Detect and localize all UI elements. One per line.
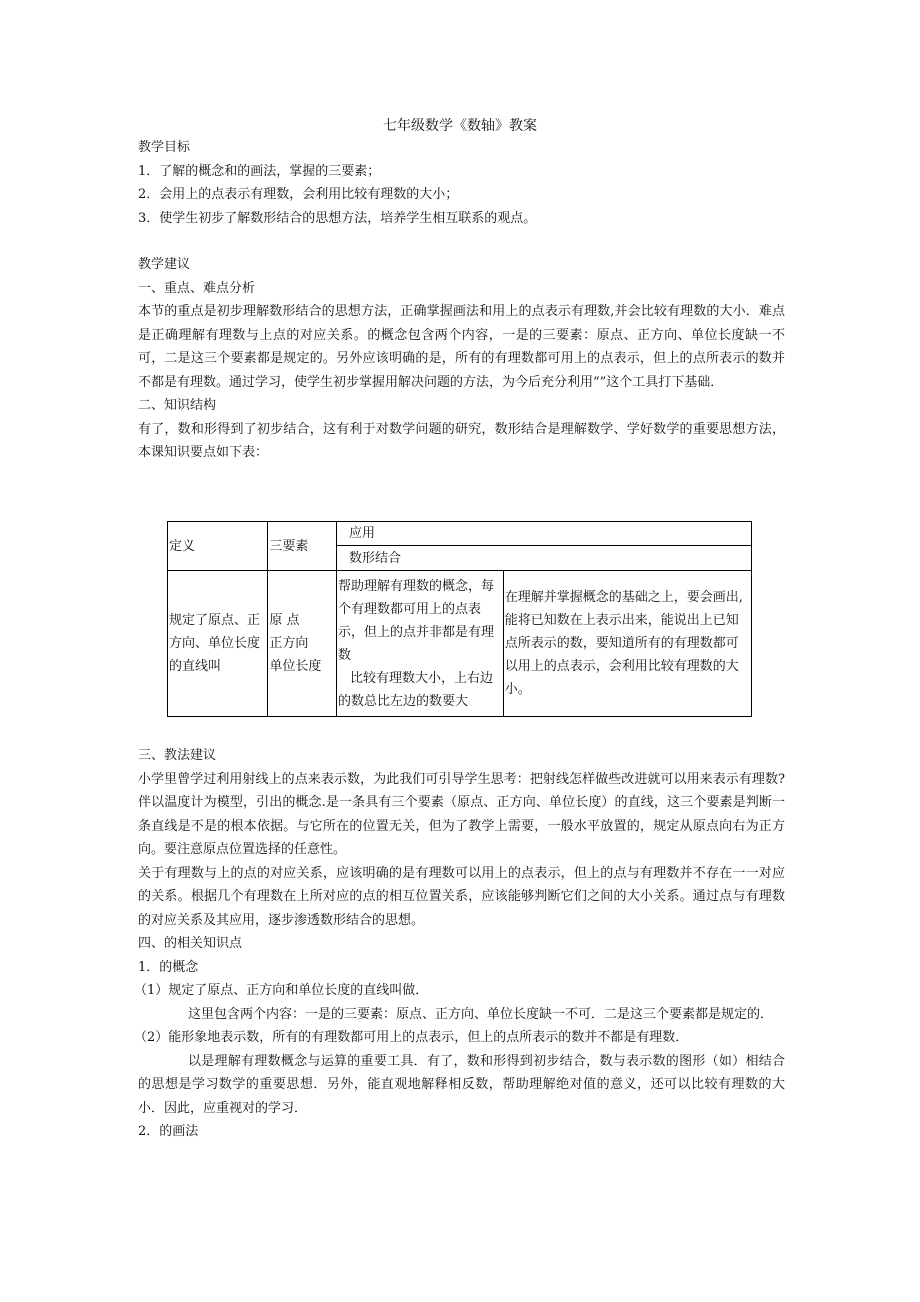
table-header-number-shape: 数形结合 — [336, 546, 751, 571]
paragraph: 有了，数和形得到了初步结合，这有利于对数学问题的研究，数形结合是理解数学、学好数学的重要思想方法，本课知识要点如下表： — [138, 421, 785, 460]
list-item: （2）能形象地表示数，所有的有理数都可用上的点表示，但上的点所表示的数并不都是有理数． — [134, 1030, 689, 1045]
section-heading: 教学目标 — [138, 140, 191, 155]
table-cell-application — [336, 571, 503, 717]
paragraph: 这里包含两个内容：一是的三要素：原点、正方向、单位长度缺一不可．二是这三个要素都是规定的． — [188, 1006, 774, 1022]
section-heading: 教学建议 — [138, 257, 191, 272]
element-unit-length: 单位长度 — [269, 659, 322, 674]
document-body-top — [138, 136, 785, 465]
subsection-heading: 四、的相关知识点 — [138, 936, 243, 951]
document-title: 七年级数学《数轴》教案 — [383, 118, 537, 134]
table-cell-definition: 规定了原点、正方向、单位长度的直线叫 — [168, 571, 268, 717]
application-text-1: 帮助理解有理数的概念，每个有理数都可用上的点表示，但上的点并非都是有理数 — [337, 578, 494, 663]
element-direction: 正方向 — [269, 636, 309, 651]
topic-heading: 1．的概念 — [138, 959, 199, 975]
list-item: （1）规定了原点、正方向和单位长度的直线叫做． — [134, 983, 429, 998]
document-body-bottom — [134, 744, 785, 1144]
paragraph: 小学里曾学过利用射线上的点来表示数，为此我们可引导学生思考：把射线怎样做些改进就可以用来表示有理数?伴以温度计为模型，引出的概念.是一条具有三个要素（原点、正方向、单位长度）的直线，这三个要素是判断一条直线是不是的根本依据。与它所在的位置无关，但为了教学上需要，一般水平放置的，规定从原点向右为正方向。要注意原点位置选择的任意性。 — [138, 771, 785, 857]
table-cell-number-shape: 在理解并掌握概念的基础之上，要会画出,能将已知数在上表示出来，能说出上已知点所表示的数，要知道所有的有理数都可以用上的点表示，会利用比较有理数的大小。 — [503, 571, 751, 717]
objective-item: 3．使学生初步了解数形结合的思想方法，培养学生相互联系的观点。 — [138, 210, 537, 226]
subsection-heading: 三、教法建议 — [138, 748, 217, 763]
objective-item: 2．会用上的点表示有理数，会利用比较有理数的大小； — [138, 187, 459, 202]
element-origin: 原 点 — [269, 613, 300, 628]
table-header-definition: 定义 — [168, 522, 268, 571]
blank-line — [138, 230, 785, 253]
table-header-application: 应用 — [336, 522, 751, 546]
subsection-heading: 一、重点、难点分析 — [138, 280, 256, 296]
application-text-2: 比较有理数大小，上右边的数总比左边的数要大 — [337, 670, 493, 709]
paragraph: 关于有理数与上的点的对应关系，应该明确的是有理数可以用上的点表示，但上的点与有理数并不存在一一对应的关系。根据几个有理数在上所对应的点的相互位置关系，应该能够判断它们之间的大小关系。通过点与有理数的对应关系及其应用，逐步渗透数形结合的思想。 — [138, 865, 785, 928]
paragraph: 以是理解有理数概念与运算的重要工具．有了，数和形得到初步结合，数与表示数的图形（如）相结合的思想是学习数学的重要思想．另外，能直观地解释相反数，帮助理解绝对值的意义，还可以比较有理数的大小．因此，应重视对的学习． — [138, 1053, 785, 1116]
knowledge-table — [167, 521, 752, 717]
subsection-heading: 二、知识结构 — [138, 398, 217, 413]
paragraph: 本节的重点是初步理解数形结合的思想方法，正确掌握画法和用上的点表示有理数,并会比较有理数的大小．难点是正确理解有理数与上点的对应关系。的概念包含两个内容，一是的三要素：原点、正方向、单位长度缺一不可，二是这三个要素都是规定的。另外应该明确的是，所有的有理数都可用上的点表示，但上的点所表示的数并不都是有理数。通过学习，使学生初步掌握用解决问题的方法，为今后充分利用“”这个工具打下基础． — [138, 304, 785, 390]
objective-item: 1．了解的概念和的画法，掌握的三要素； — [138, 163, 381, 179]
table-cell-three-elements — [268, 571, 337, 717]
topic-heading: 2．的画法 — [138, 1124, 199, 1139]
table-header-three-elements: 三要素 — [268, 522, 337, 571]
